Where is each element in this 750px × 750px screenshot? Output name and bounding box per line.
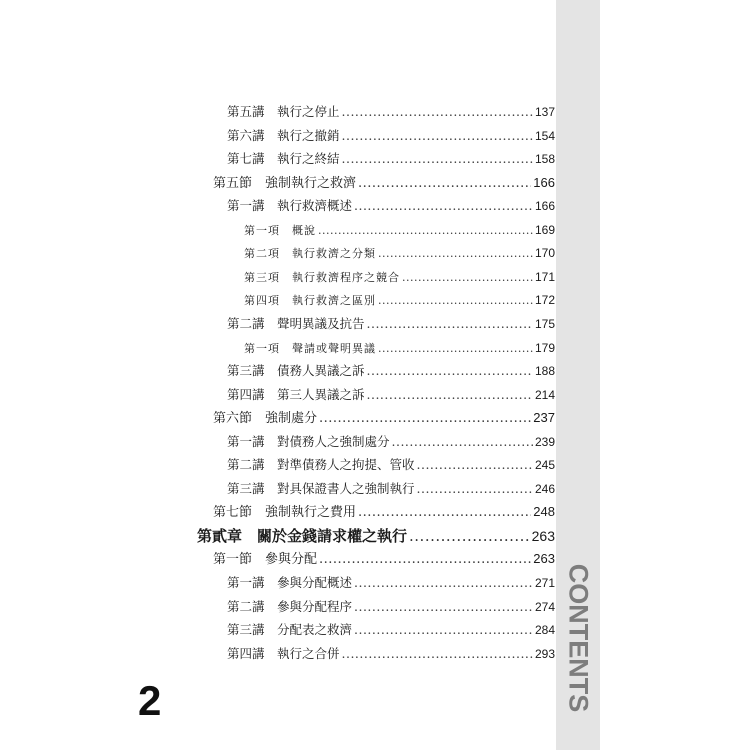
dot-leader [319,550,531,570]
toc-entry-page: 166 [534,199,555,214]
toc-entry-page: 188 [534,364,555,379]
dot-leader [358,174,531,194]
toc-entry-page: 246 [534,481,555,496]
toc-entry-page: 171 [534,269,555,284]
toc-entry [227,479,555,499]
toc-entry-title: 第六講 執行之撤銷 [227,127,340,143]
toc-entry [213,502,555,522]
toc-entry [244,243,555,263]
dot-leader [378,244,533,264]
toc-entry [227,196,555,216]
toc-entry [213,549,555,569]
toc-entry [227,149,555,169]
toc-entry-title: 第貳章 關於金錢請求權之執行 [197,526,408,545]
toc-entry-page: 274 [534,599,555,614]
toc-entry-title: 第三講 債務人異議之訴 [227,363,365,379]
dot-leader [342,644,533,664]
dot-leader [378,291,533,311]
dot-leader [318,221,533,241]
toc-entry [227,573,555,593]
toc-entry-page: 263 [533,551,555,567]
toc-entry-title: 第二講 參與分配程序 [227,598,353,614]
dot-leader [354,620,533,640]
toc-entry [227,102,555,122]
toc-entry-title: 第一講 參與分配概述 [227,575,353,590]
toc-entry-title: 第三項 執行救濟程序之競合 [244,270,400,284]
toc-entry-page: 172 [534,293,555,308]
dot-leader [354,573,533,593]
toc-entry-title: 第五節 強制執行之救濟 [213,175,357,191]
toc-entry-page: 179 [534,340,555,355]
toc-entry-page: 170 [534,246,555,261]
toc-entry-page: 237 [533,410,555,426]
toc-entry [244,220,555,240]
toc-entry-title: 第六節 強制處分 [213,411,318,427]
dot-leader [378,339,533,359]
toc-entry [227,644,555,664]
toc-entry-title: 第七節 強制執行之費用 [213,505,357,521]
toc-entry-page: 169 [534,222,555,237]
dot-leader [402,268,533,288]
toc-entry-title: 第五講 執行之停止 [227,104,340,119]
toc-entry [244,290,555,310]
toc-entry-title: 第一項 聲請或聲明異議 [244,341,376,355]
toc-entry-title: 第一項 概說 [244,223,316,237]
toc-entry [244,267,555,287]
dot-leader [417,479,533,499]
toc-entry [227,314,555,334]
toc-entry [227,455,555,475]
toc-entry-page: 271 [534,576,555,590]
toc-entry [227,620,555,640]
toc-entry-page: 166 [533,174,555,190]
toc-entry [213,173,555,193]
toc-entry [227,126,555,146]
dot-leader [354,196,533,216]
toc-entry-title: 第四講 第三人異議之訴 [227,386,365,402]
dot-leader [367,361,533,381]
dot-leader [358,503,531,523]
toc-entry-page: 137 [534,105,555,119]
dot-leader [409,526,530,546]
dot-leader [342,149,533,169]
toc-entry-page: 175 [534,316,555,331]
toc-entry-page: 293 [534,646,555,661]
toc-entry-title: 第一節 參與分配 [213,552,318,568]
toc-entry-page: 248 [533,504,555,520]
toc-entry [227,432,555,452]
toc-entry-page: 154 [534,128,555,143]
dot-leader [354,597,533,617]
contents-side-label: CONTENTS [563,563,594,713]
toc-entry [227,385,555,405]
toc-entry [197,526,555,546]
toc-entry-title: 第三講 對具保證書人之強制執行 [227,480,415,496]
toc-entry [227,361,555,381]
page-number: 2 [138,677,162,724]
toc-entry-title: 第二講 聲明異議及抗告 [227,315,365,331]
toc-entry [227,597,555,617]
toc-entry-title: 第二講 對準債務人之拘提、管收 [227,457,415,473]
toc-entry-page: 158 [534,152,555,167]
toc-entry [213,408,555,428]
dot-leader [342,126,533,146]
toc-entry [244,338,555,358]
toc-entry-title: 第一講 執行救濟概述 [227,198,353,214]
toc-entry-page: 284 [534,623,555,638]
toc-entry-title: 第七講 執行之終結 [227,151,340,167]
toc-entry-page: 263 [531,527,555,544]
dot-leader [367,385,533,405]
toc-entry-title: 第四項 執行救濟之區別 [244,294,376,308]
toc-entry-page: 239 [534,434,555,449]
dot-leader [417,455,533,475]
toc-entry-title: 第一講 對債務人之強制處分 [227,433,390,449]
toc-entry-page: 245 [534,458,555,473]
dot-leader [392,432,533,452]
dot-leader [342,102,533,122]
toc-entry-title: 第三講 分配表之救濟 [227,622,353,638]
toc-entry-page: 214 [534,387,555,402]
toc-entry-title: 第二項 執行救濟之分類 [244,247,376,261]
toc-entry-title: 第四講 執行之合併 [227,645,340,661]
dot-leader [367,314,533,334]
dot-leader [319,409,531,429]
